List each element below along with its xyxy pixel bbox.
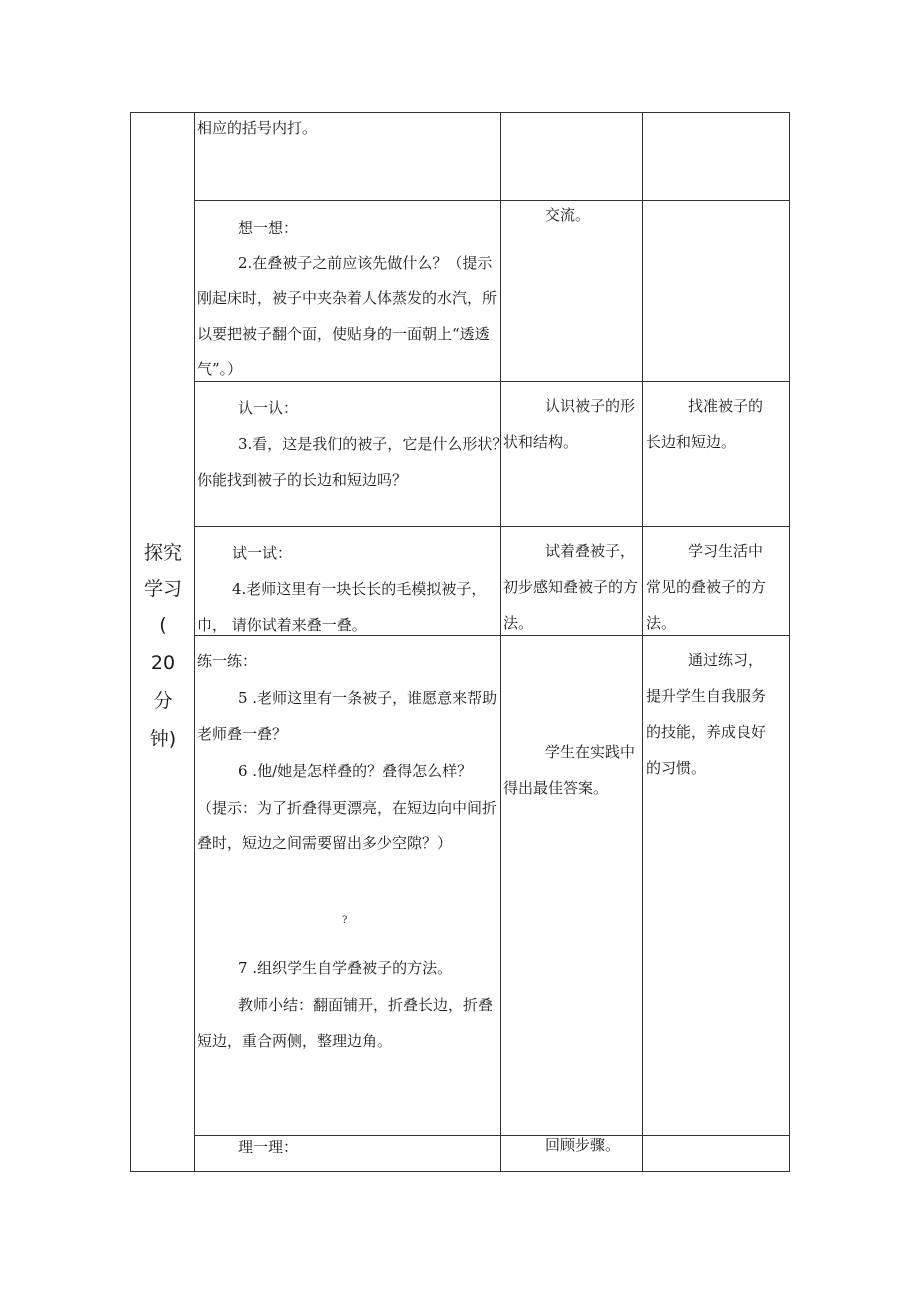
content-text: 气”。） [197,360,243,378]
row-divider-2 [194,381,790,382]
content-text: 练一练： [197,652,258,670]
content-text: 老师叠一叠？ [197,725,288,743]
row-divider-1 [194,200,790,201]
content-text: 短边，重合两侧，整理边角。 [197,1032,393,1050]
student-activity-text: 回顾步骤。 [545,1136,621,1154]
content-text: 3.看，这是我们的被子，它是什么形状？ [238,435,508,453]
content-text: 相应的括号内打。 [197,119,318,137]
content-text: 以要把被子翻个面，使贴身的一面朝上“透透 [197,325,490,343]
section-label-line: 分 [153,690,173,712]
content-text: 试一试： [232,544,293,562]
column-divider-1 [194,112,195,1172]
student-activity-text: 法。 [503,614,534,632]
student-activity-text: 得出最佳答案。 [503,779,609,797]
goal-text: 法。 [646,614,677,632]
goal-text: 长边和短边。 [646,433,737,451]
section-label-line: 探究 [143,542,182,564]
content-text: 叠时，短边之间需要留出多少空隙？） [197,834,453,852]
content-text: ? [342,915,348,926]
content-text: 你能找到被子的长边和短边吗？ [197,471,408,489]
content-text: 7 .组织学生自学叠被子的方法。 [238,959,453,977]
goal-text: 找准被子的 [688,397,764,415]
row-divider-4 [194,635,790,636]
goal-text: 常见的叠被子的方 [646,578,767,596]
section-label-line: ( [159,614,167,636]
content-text: 巾， 请你试着来叠一叠。 [197,616,367,634]
row-divider-3 [194,526,790,527]
table-border-bottom [130,1171,790,1172]
section-label-line: 学习 [143,578,182,600]
content-text: 4.老师这里有一块长长的毛模拟被子， [232,580,487,598]
section-label-line: 钟) [149,728,177,750]
content-text: 6 .他/她是怎样叠的？叠得怎么样？ [238,762,473,780]
goal-text: 提升学生自我服务 [646,687,767,705]
student-activity-text: 学生在实践中 [545,743,636,761]
content-text: 5 .老师这里有一条被子，谁愿意来帮助 [238,689,498,707]
student-activity-text: 初步感知叠被子的方 [503,578,639,596]
table-border-left [130,112,131,1172]
column-divider-2 [500,112,501,1172]
row-divider-5 [194,1135,790,1136]
content-text: （提示：为了折叠得更漂亮，在短边向中间折 [197,799,498,817]
goal-text: 学习生活中 [688,542,764,560]
content-text: 认一认： [238,399,299,417]
student-activity-text: 交流。 [545,206,591,224]
goal-text: 通过练习， [688,651,764,669]
student-activity-text: 状和结构。 [503,433,579,451]
section-label-line: 20 [150,652,176,674]
table-border-right [789,112,790,1172]
content-text: 2.在叠被子之前应该先做什么？（提示 [238,254,493,272]
content-text: 想一想： [238,219,299,237]
student-activity-text: 认识被子的形 [545,397,636,415]
content-text: 理一理： [238,1138,299,1156]
content-text: 刚起床时，被子中夹杂着人体蒸发的水汽，所 [197,289,498,307]
goal-text: 的习惯。 [646,759,707,777]
table-border-top [130,112,790,113]
goal-text: 的技能，养成良好 [646,723,767,741]
student-activity-text: 试着叠被子， [545,542,636,560]
content-text: 教师小结：翻面铺开，折叠长边，折叠 [238,996,494,1014]
column-divider-3 [642,112,643,1172]
